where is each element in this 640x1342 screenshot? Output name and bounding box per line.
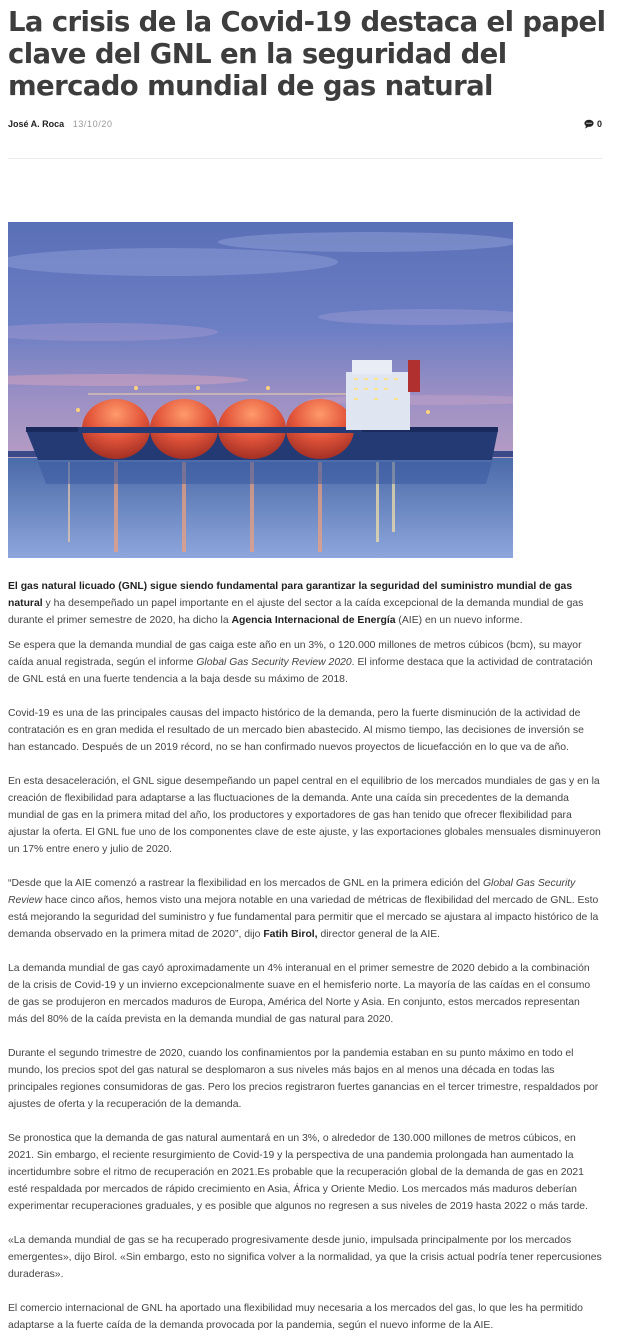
article-paragraph <box>8 705 602 756</box>
paragraph-text: «La demanda mundial de gas se ha recuperado progresivamente desde junio, impulsada principalmente por los mercados emergentes», dijo Birol. «Sin embargo, esto no significa volver a la normalidad, ya que la crisis actual podría tener repercusiones duraderas». <box>8 1235 602 1280</box>
paragraph-text: La demanda mundial de gas cayó aproximadamente un 4% interanual en el primer semestre de 2020 debido a la combinación de la crisis de Covid-19 y un invierno excepcionalmente suave en el hemisferio norte. La mayoría de las caídas en el consumo de gas se produjeron en mercados maduros de Europa, América del Norte y Asia. En conjunto, estos mercados representan más del 80% de la caída prevista en la demanda mundial de gas natural para 2020. <box>8 963 591 1025</box>
article-title: La crisis de la Covid-19 destaca el papel clave del GNL en la seguridad del mercado mundial de gas natural <box>8 6 606 102</box>
paragraph-text: Se pronostica que la demanda de gas natural aumentará en un 3%, o alrededor de 130.000 millones de metros cúbicos, en 2021. Sin embargo, el reciente resurgimiento de Covid-19 y la perspectiva de una pandemia prolongada han aumentado la incertidumbre sobre el ritmo de recuperación en 2021.Es probable que la recuperación global de la demanda de gas en 2021 esté respaldada por mercados de rápido crecimiento en Asia, África y Oriente Medio. Los mercados más maduros deberían experimentar recuperaciones graduales, y es posible que algunos no regresen a sus niveles de 2019 hasta 2022 o más tarde. <box>8 1133 588 1212</box>
article-paragraph <box>8 578 602 629</box>
bold-text: Fatih Birol, <box>263 929 318 940</box>
lng-tanker-photo <box>8 222 513 558</box>
article-paragraph <box>8 875 602 943</box>
paragraph-text: El comercio internacional de GNL ha aportado una flexibilidad muy necesaria a los mercados del gas, lo que les ha permitido adaptarse a la fuerte caída de la demanda provocada por la pandemia, según el nuevo informe de la AIE. <box>8 1303 583 1331</box>
article-body <box>8 578 602 1342</box>
article-paragraph <box>8 1045 602 1113</box>
paragraph-text: director general de la AIE. <box>317 929 441 940</box>
article-paragraph <box>8 1300 602 1334</box>
paragraph-text: . El informe destaca que la actividad de contratación de GNL está en una fuerte tendencia a la baja desde su máximo de 2018. <box>8 657 593 685</box>
paragraph-text: “Desde que la AIE comenzó a rastrear la flexibilidad en los mercados de GNL en la primera edición del <box>8 878 483 889</box>
article-paragraph <box>8 960 602 1028</box>
paragraph-text: En esta desaceleración, el GNL sigue desempeñando un papel central en el equilibrio de los mercados mundiales de gas y en la creación de flexibilidad para adaptarse a las fluctuaciones de la demanda. Ante una caída sin precedentes de la demanda mundial de gas en la primera mitad del año, los productores y exportadores de gas han tenido que ofrecer flexibilidad para ajustar la oferta. El GNL fue uno de los componentes clave de este ajuste, y las exportaciones globales mensuales disminuyeron un 17% entre enero y julio de 2020. <box>8 776 601 855</box>
paragraph-text: Durante el segundo trimestre de 2020, cuando los confinamientos por la pandemia estaban en su punto máximo en todo el mundo, los precios spot del gas natural se desplomaron a sus niveles más bajos en al menos una década en todas las principales regiones consumidoras de gas. Pero los precios registraron fuertes ganancias en el tercer trimestre, respaldados por ajustes de oferta y la recuperación de la demanda. <box>8 1048 599 1110</box>
paragraph-text: (AIE) en un nuevo informe. <box>395 615 523 626</box>
paragraph-text: Se espera que la demanda mundial de gas caiga este año en un 3%, o 120.000 millones de metros cúbicos (bcm), su mayor caída anual registrada, según el informe <box>8 640 582 668</box>
header-divider <box>8 158 602 159</box>
bold-text: Agencia Internacional de Energía <box>231 615 396 626</box>
paragraph-text: hace cinco años, hemos visto una mejora notable en una variedad de métricas de flexibilidad del mercado de GNL. Esto está mejorando la seguridad del suministro y fue fundamental para permitir que el mercado se ajustara al impacto histórico de la demanda observado en la primera mitad de 2020”, dijo <box>8 895 599 940</box>
paragraph-text: Covid-19 es una de las principales causas del impacto histórico de la demanda, pero la fuerte disminución de la actividad de contratación es en gran medida el resultado de un mercado bien abastecido. Al mismo tiempo, las decisiones de inversión se han estancado. Después de un 2019 récord, no se han confirmado nuevos proyectos de licuefacción en lo que va de año. <box>8 708 584 753</box>
article-meta <box>8 117 602 131</box>
comments-link[interactable] <box>584 117 602 131</box>
article-paragraph <box>8 1232 602 1283</box>
author-name[interactable]: José A. Roca <box>8 119 65 129</box>
article-paragraph <box>8 637 602 688</box>
comment-count: 0 <box>596 119 602 129</box>
article-paragraph <box>8 773 602 858</box>
paragraph-text: y ha desempeñado un papel importante en el ajuste del sector a la caída excepcional de la demanda mundial de gas durante el primer semestre de 2020, ha dicho la <box>8 598 584 626</box>
publish-date: 13/10/20 <box>72 119 113 129</box>
italic-text: Global Gas Security Review <box>8 878 576 906</box>
article-paragraph <box>8 1130 602 1215</box>
bold-text: El gas natural licuado (GNL) sigue siendo fundamental para garantizar la seguridad del suministro mundial de gas natural <box>8 581 573 609</box>
comment-bubble-icon <box>584 119 594 129</box>
italic-text: Global Gas Security Review 2020 <box>196 657 352 668</box>
